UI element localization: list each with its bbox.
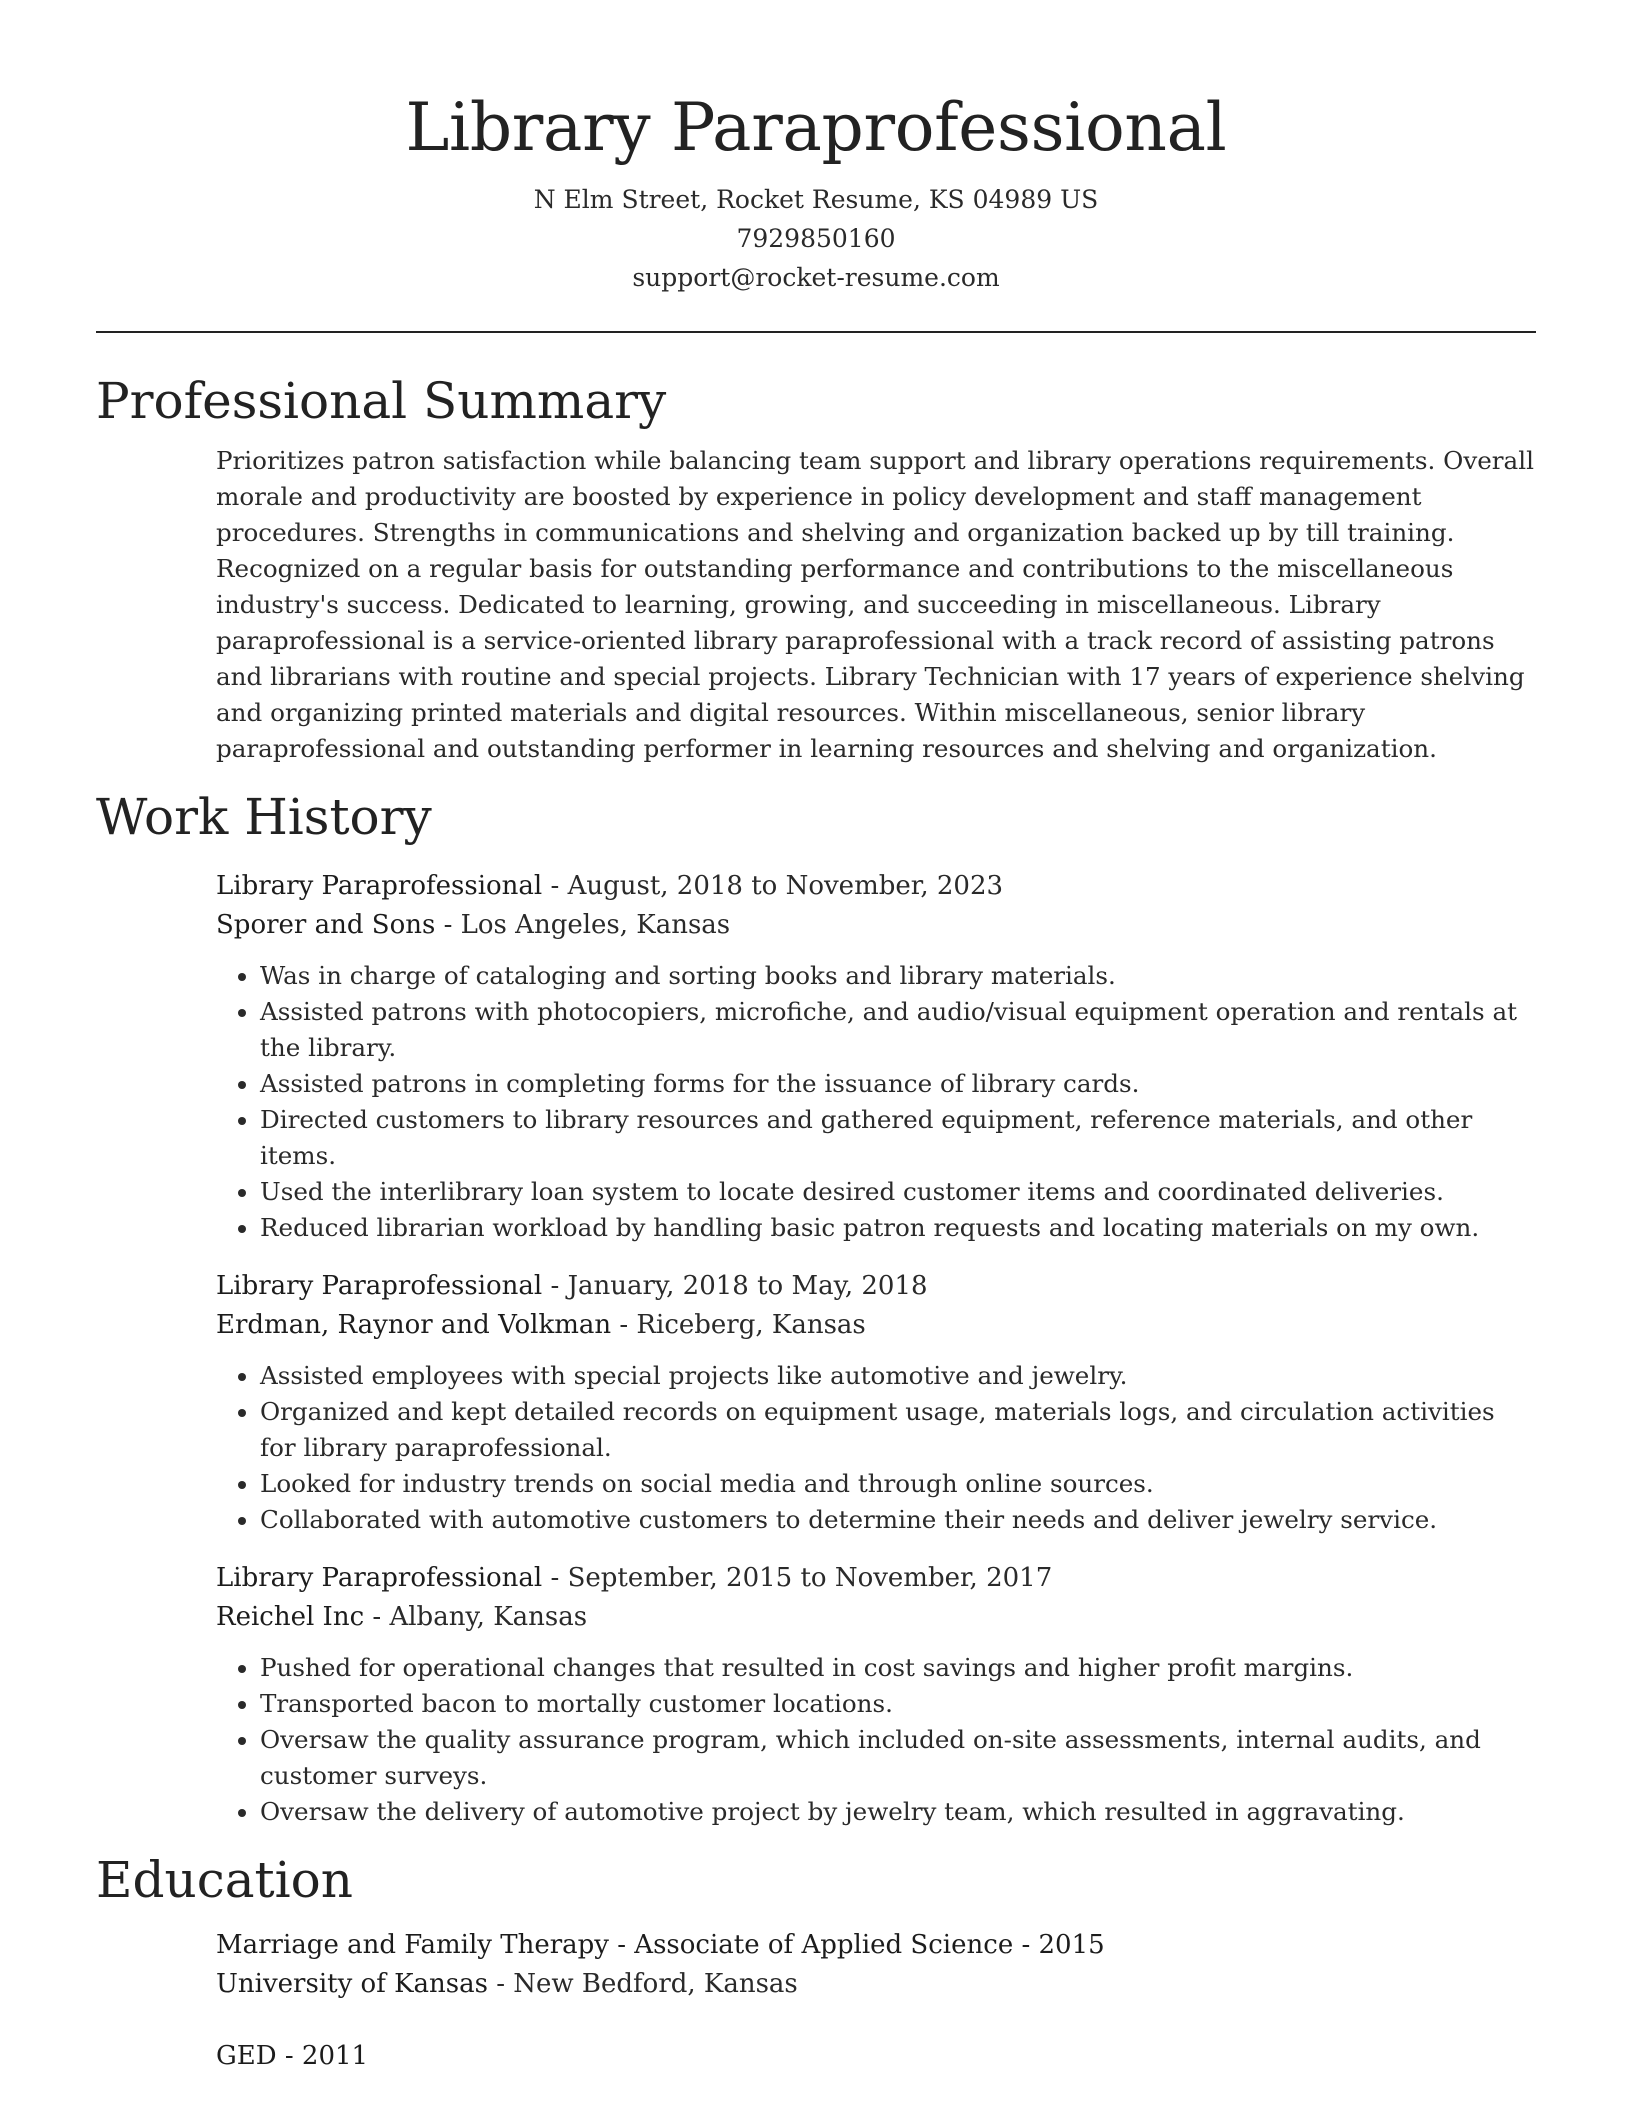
degree-text: Marriage and Family Therapy - Associate of Applied Science - 2015: [216, 1930, 1105, 1960]
job-duty: • Oversaw the quality assurance program, which included on-site assessments, internal audits, and customer surveys.: [260, 1722, 1536, 1794]
job-duty: • Collaborated with automotive customers to determine their needs and deliver jewelry service.: [260, 1502, 1536, 1538]
contact-phone: 7929850160: [736, 224, 896, 253]
job-location: - Los Angeles, Kansas: [435, 909, 731, 940]
job-dates: - September, 2015 to November, 2017: [542, 1563, 1053, 1593]
job-duties-list: [216, 1358, 1536, 1538]
job-duty: • Transported bacon to mortally customer locations.: [260, 1686, 1536, 1722]
work-history-heading: Work History: [96, 788, 432, 846]
education-heading: Education: [96, 1851, 353, 1909]
work-history-section: [96, 787, 1536, 1830]
contact-address: N Elm Street, Rocket Resume, KS 04989 US: [533, 185, 1099, 214]
job-company-line: [216, 1306, 1536, 1345]
job-duty: • Reduced librarian workload by handling basic patron requests and locating materials on my own.: [260, 1210, 1536, 1246]
degree-line: [216, 2037, 1536, 2076]
education-entry: [216, 2037, 1536, 2076]
education-section: [96, 1850, 1536, 2076]
school-line: [216, 1965, 1536, 2004]
job-dates: - January, 2018 to May, 2018: [542, 1271, 928, 1301]
job-duty: • Organized and kept detailed records on equipment usage, materials logs, and circulation activities for library paraprofessional.: [260, 1394, 1536, 1466]
job-title-line: [216, 1559, 1536, 1598]
school-name: University of Kansas: [216, 1968, 488, 1999]
job-duty: • Used the interlibrary loan system to locate desired customer items and coordinated deliveries.: [260, 1174, 1536, 1210]
job-duty: • Was in charge of cataloging and sorting books and library materials.: [260, 958, 1536, 994]
job-location: - Riceberg, Kansas: [611, 1309, 866, 1340]
job-entry: [216, 1267, 1536, 1538]
education-entry: [216, 1926, 1536, 2003]
job-duties-list: [216, 1650, 1536, 1830]
job-duty: • Assisted employees with special projects like automotive and jewelry.: [260, 1358, 1536, 1394]
job-role: Library Paraprofessional: [216, 1271, 543, 1301]
job-duty: • Assisted patrons in completing forms for the issuance of library cards.: [260, 1066, 1536, 1102]
job-entry: [216, 1559, 1536, 1830]
degree-line: [216, 1926, 1536, 1965]
job-entry: [216, 867, 1536, 1246]
candidate-name: Library Paraprofessional: [405, 89, 1227, 166]
header-divider: [96, 331, 1536, 333]
job-company-line: [216, 1598, 1536, 1637]
job-duty: • Looked for industry trends on social media and through online sources.: [260, 1466, 1536, 1502]
job-duty: • Directed customers to library resources and gathered equipment, reference materials, and other items.: [260, 1102, 1536, 1174]
job-dates: - August, 2018 to November, 2023: [542, 871, 1004, 901]
job-location: - Albany, Kansas: [364, 1601, 588, 1632]
summary-heading: Professional Summary: [96, 372, 667, 430]
job-company: Sporer and Sons: [216, 909, 436, 940]
degree-text: GED - 2011: [216, 2041, 369, 2071]
school-location: - New Bedford, Kansas: [487, 1968, 798, 1999]
job-title-line: [216, 1267, 1536, 1306]
summary-text: Prioritizes patron satisfaction while balancing team support and library operations requirements. Overall morale and productivity are boosted by experience in policy development and staff management procedures. Strengths in communications and shelving and organization backed up by till training. Recognized on a regular basis for outstanding performance and contributions to the miscellaneous industry's success. Dedicated to learning, growing, and succeeding in miscellaneous. Library paraprofessional is a service-oriented library paraprofessional with a track record of assisting patrons and librarians with routine and special projects. Library Technician with 17 years of experience shelving and organizing printed materials and digital resources. Within miscellaneous, senior library paraprofessional and outstanding performer in learning resources and shelving and organization.: [216, 446, 1534, 763]
job-company: Reichel Inc: [216, 1601, 365, 1632]
job-duty: • Oversaw the delivery of automotive project by jewelry team, which resulted in aggravating.: [260, 1794, 1536, 1830]
job-role: Library Paraprofessional: [216, 1563, 543, 1593]
resume-header: [96, 0, 1536, 297]
summary-section: [96, 371, 1536, 767]
job-title-line: [216, 867, 1536, 906]
job-duty: • Assisted patrons with photocopiers, microfiche, and audio/visual equipment operation and rentals at the library.: [260, 994, 1536, 1066]
contact-info: [96, 180, 1536, 297]
job-duty: • Pushed for operational changes that resulted in cost savings and higher profit margins.: [260, 1650, 1536, 1686]
job-role: Library Paraprofessional: [216, 871, 543, 901]
job-duties-list: [216, 958, 1536, 1246]
contact-email: support@rocket-resume.com: [632, 263, 1000, 292]
job-company-line: [216, 906, 1536, 945]
job-company: Erdman, Raynor and Volkman: [216, 1309, 612, 1340]
